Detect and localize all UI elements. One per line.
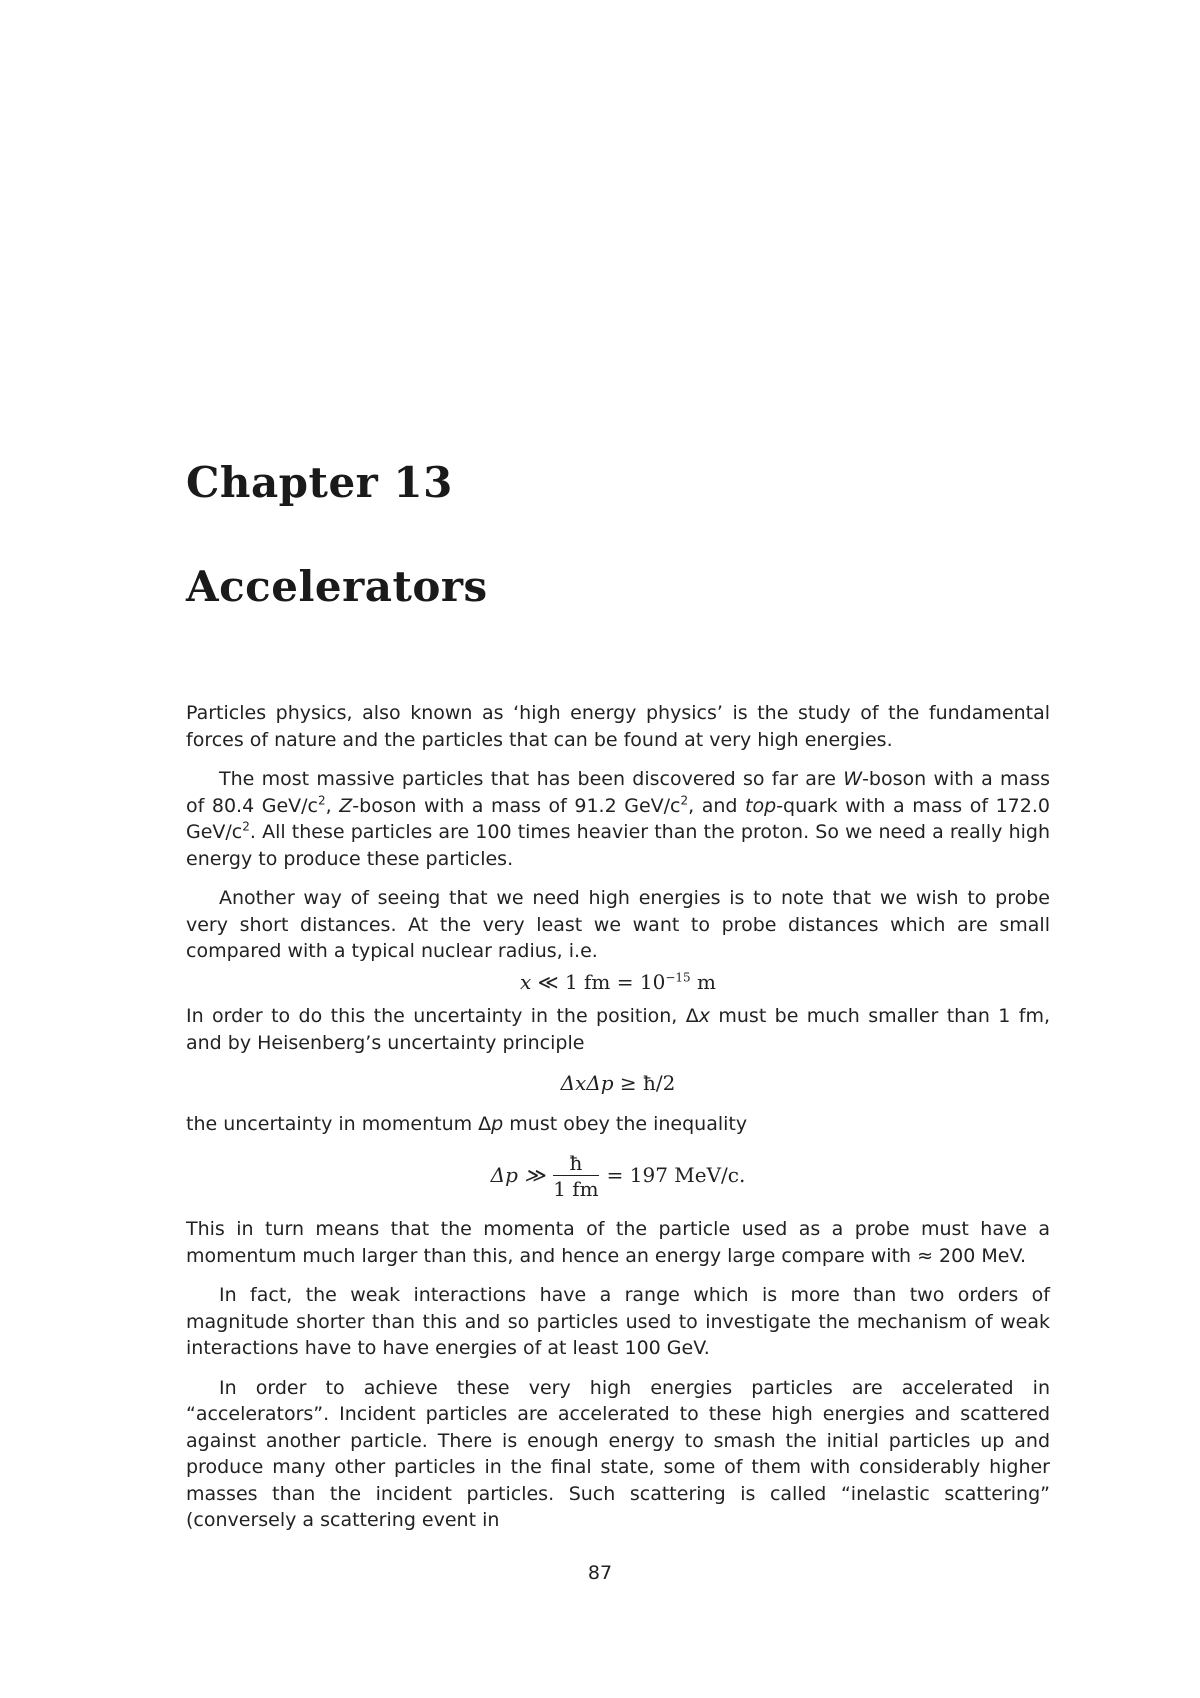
- eq-variable: x: [520, 969, 532, 994]
- paragraph-intro: Particles physics, also known as ‘high energy physics’ is the study of the fundamental forces of nature and the particles that can be found at very high energies.: [186, 702, 1050, 751]
- paragraph-probe-momentum: This in turn means that the momenta of the particle used as a probe must have a momentum much larger than this, and hence an energy large compare with ≈ 200 MeV.: [186, 1218, 1050, 1267]
- text-span: the uncertainty in momentum Δ: [186, 1112, 492, 1135]
- eq-lhs: Δp ≫: [490, 1163, 546, 1187]
- text-span: The most massive particles that has been discovered so far are: [219, 768, 844, 790]
- superscript: 2: [318, 793, 326, 808]
- text-span: -quark with a mass of 172.0 GeV/c: [186, 794, 1050, 843]
- chapter-number: Chapter 13: [186, 458, 453, 507]
- text-span: , and: [688, 794, 746, 817]
- fraction: [553, 1151, 598, 1202]
- z-symbol: Z: [339, 794, 353, 817]
- paragraph-accelerators: In order to achieve these very high energies particles are accelerated in “accelerators”. Incident particles are accelerated to these high energies and scattered against another particle. There is enough energy to smash the initial particles up and produce many other particles in the final state, some of them with considerably higher masses than the incident particles. Such scattering is called “inelastic scattering” (conversely a scattering event in: [186, 1376, 1050, 1531]
- eq-exponent: −15: [665, 969, 691, 984]
- superscript: 2: [242, 819, 250, 834]
- eq-text: ≪ 1 fm = 10: [531, 969, 666, 994]
- eq-lhs: ΔxΔp: [560, 1071, 614, 1095]
- chapter-title: Accelerators: [186, 562, 488, 611]
- w-symbol: W: [843, 768, 863, 790]
- equation-heisenberg: [186, 1070, 1050, 1097]
- text-span: In order to do this the uncertainty in the position, Δ: [186, 1005, 699, 1027]
- fraction-numerator: ħ: [553, 1151, 598, 1176]
- text-span: ,: [325, 794, 340, 817]
- eq-rhs: = 197 MeV/c.: [606, 1163, 746, 1187]
- page-number: 87: [587, 1562, 613, 1584]
- superscript: 2: [680, 793, 689, 808]
- body-text: [186, 700, 1050, 1547]
- text-span: must obey the inequality: [503, 1112, 748, 1135]
- text-span: -boson with a mass of 91.2 GeV/c: [352, 794, 681, 817]
- fraction-denominator: 1 fm: [553, 1177, 599, 1201]
- text-span: . All these particles are 100 times heavier than the proton. So we need a really high energy to produce these particles.: [186, 821, 1050, 870]
- equation-nuclear-radius: [186, 969, 1050, 996]
- p-symbol: p: [491, 1112, 504, 1135]
- text-span: must be much smaller than 1 fm, and by Heisenberg’s uncertainty principle: [186, 1005, 1050, 1054]
- top-quark-label: top: [745, 794, 777, 817]
- paragraph-position-uncertainty: [186, 1003, 1050, 1056]
- x-symbol: x: [698, 1005, 710, 1027]
- paragraph-momentum-uncertainty: [186, 1111, 1050, 1138]
- paragraph-weak-interactions: In fact, the weak interactions have a range which is more than two orders of magnitude shorter than this and so particles used to investigate the mechanism of weak interactions have to have energies of at least 100 GeV.: [186, 1284, 1050, 1359]
- equation-momentum: [186, 1151, 1050, 1202]
- text-span: -boson with a mass of 80.4 GeV/c: [186, 768, 1050, 817]
- paragraph-short-distances: Another way of seeing that we need high energies is to note that we wish to probe very short distances. At the very least we want to probe distances which are small compared with a typical nuclear radius, i.e.: [186, 887, 1050, 962]
- paragraph-massive-particles: [186, 766, 1050, 872]
- eq-unit: m: [690, 969, 716, 994]
- eq-rhs: ≥ ħ/2: [613, 1071, 676, 1095]
